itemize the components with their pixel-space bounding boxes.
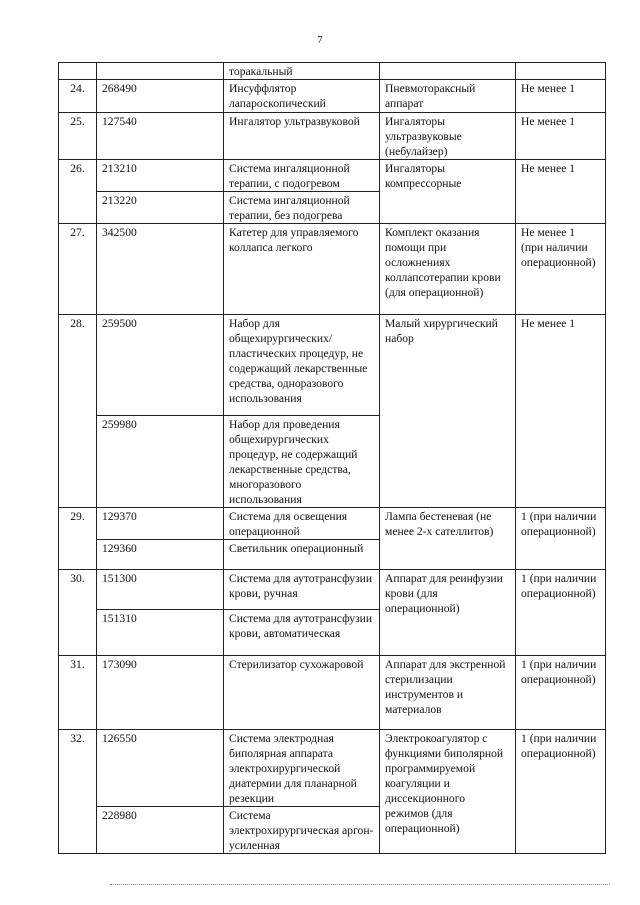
item-name: Система для освещения операционной: [224, 508, 380, 540]
quantity: Не менее 1: [516, 315, 606, 508]
equipment-table: [58, 62, 606, 854]
item-code: 173090: [97, 656, 224, 730]
item-code: 151300: [97, 570, 224, 610]
item-code: 213220: [97, 192, 224, 224]
item-code: 228980: [97, 807, 224, 854]
item-name: Система электродная биполярная аппарата электрохирургической диатермии для планарной резекции: [224, 730, 380, 807]
item-code: 259500: [97, 315, 224, 416]
table-row: [59, 113, 606, 160]
equipment-name: [380, 63, 516, 80]
quantity: 1 (при наличии операционной): [516, 656, 606, 730]
row-number: 32.: [59, 730, 97, 854]
item-name: Система для аутотрансфузии крови, автоматическая: [224, 610, 380, 656]
item-name: Катетер для управляемого коллапса легкого: [224, 224, 380, 315]
row-number: 26.: [59, 160, 97, 224]
item-code: 259980: [97, 416, 224, 508]
item-code: 127540: [97, 113, 224, 160]
quantity: Не менее 1: [516, 160, 606, 224]
table-row: [59, 508, 606, 540]
equipment-name: Лампа бестеневая (не менее 2-х сателлитов): [380, 508, 516, 570]
scan-edge-line: [110, 884, 610, 885]
row-number: 27.: [59, 224, 97, 315]
equipment-name: Пневмотораксный аппарат: [380, 80, 516, 113]
quantity: 1 (при наличии операционной): [516, 508, 606, 570]
item-code: 129370: [97, 508, 224, 540]
item-name: Система электрохирургическая аргон-усиленная: [224, 807, 380, 854]
table-row: [59, 63, 606, 80]
quantity: Не менее 1: [516, 113, 606, 160]
row-number: 25.: [59, 113, 97, 160]
equipment-name: Комплект оказания помощи при осложнениях коллапсотерапии крови (для операционной): [380, 224, 516, 315]
item-code: 213210: [97, 160, 224, 192]
quantity: Не менее 1: [516, 80, 606, 113]
row-number: 29.: [59, 508, 97, 570]
table-row: [59, 730, 606, 807]
item-code: [97, 63, 224, 80]
item-name: Ингалятор ультразвуковой: [224, 113, 380, 160]
item-code: 342500: [97, 224, 224, 315]
equipment-name: Электрокоагулятор с функциями биполярной программируемой коагуляции и диссекционного режимов (для операционной): [380, 730, 516, 854]
equipment-name: Малый хирургический набор: [380, 315, 516, 508]
table-row: [59, 80, 606, 113]
quantity: 1 (при наличии операционной): [516, 730, 606, 854]
item-code: 126550: [97, 730, 224, 807]
row-number: 24.: [59, 80, 97, 113]
table-row: [59, 224, 606, 315]
quantity: Не менее 1 (при наличии операционной): [516, 224, 606, 315]
item-name: Набор для общехирургических/ пластических процедур, не содержащий лекарственные средства, одноразового использования: [224, 315, 380, 416]
item-name: Инсуффлятор лапароскопический: [224, 80, 380, 113]
equipment-name: Ингаляторы компрессорные: [380, 160, 516, 224]
item-name: Система для аутотрансфузии крови, ручная: [224, 570, 380, 610]
table-row: [59, 656, 606, 730]
row-number: 30.: [59, 570, 97, 656]
equipment-name: Аппарат для реинфузии крови (для операционной): [380, 570, 516, 656]
row-number: 31.: [59, 656, 97, 730]
item-name: Стерилизатор сухожаровой: [224, 656, 380, 730]
table-row: [59, 160, 606, 192]
quantity: [516, 63, 606, 80]
equipment-name: Аппарат для экстренной стерилизации инструментов и материалов: [380, 656, 516, 730]
item-name: Система ингаляционной терапии, с подогревом: [224, 160, 380, 192]
table-row: [59, 570, 606, 610]
item-code: 129360: [97, 540, 224, 570]
item-code: 151310: [97, 610, 224, 656]
row-number: 28.: [59, 315, 97, 508]
item-code: 268490: [97, 80, 224, 113]
item-name: Светильник операционный: [224, 540, 380, 570]
quantity: 1 (при наличии операционной): [516, 570, 606, 656]
table-row: [59, 315, 606, 416]
equipment-name: Ингаляторы ультразвуковые (небулайзер): [380, 113, 516, 160]
item-name: Набор для проведения общехирургических процедур, не содержащий лекарственные средства, многоразового использования: [224, 416, 380, 508]
row-number: [59, 63, 97, 80]
item-name: торакальный: [224, 63, 380, 80]
page-number: 7: [317, 34, 323, 46]
item-name: Система ингаляционной терапии, без подогрева: [224, 192, 380, 224]
